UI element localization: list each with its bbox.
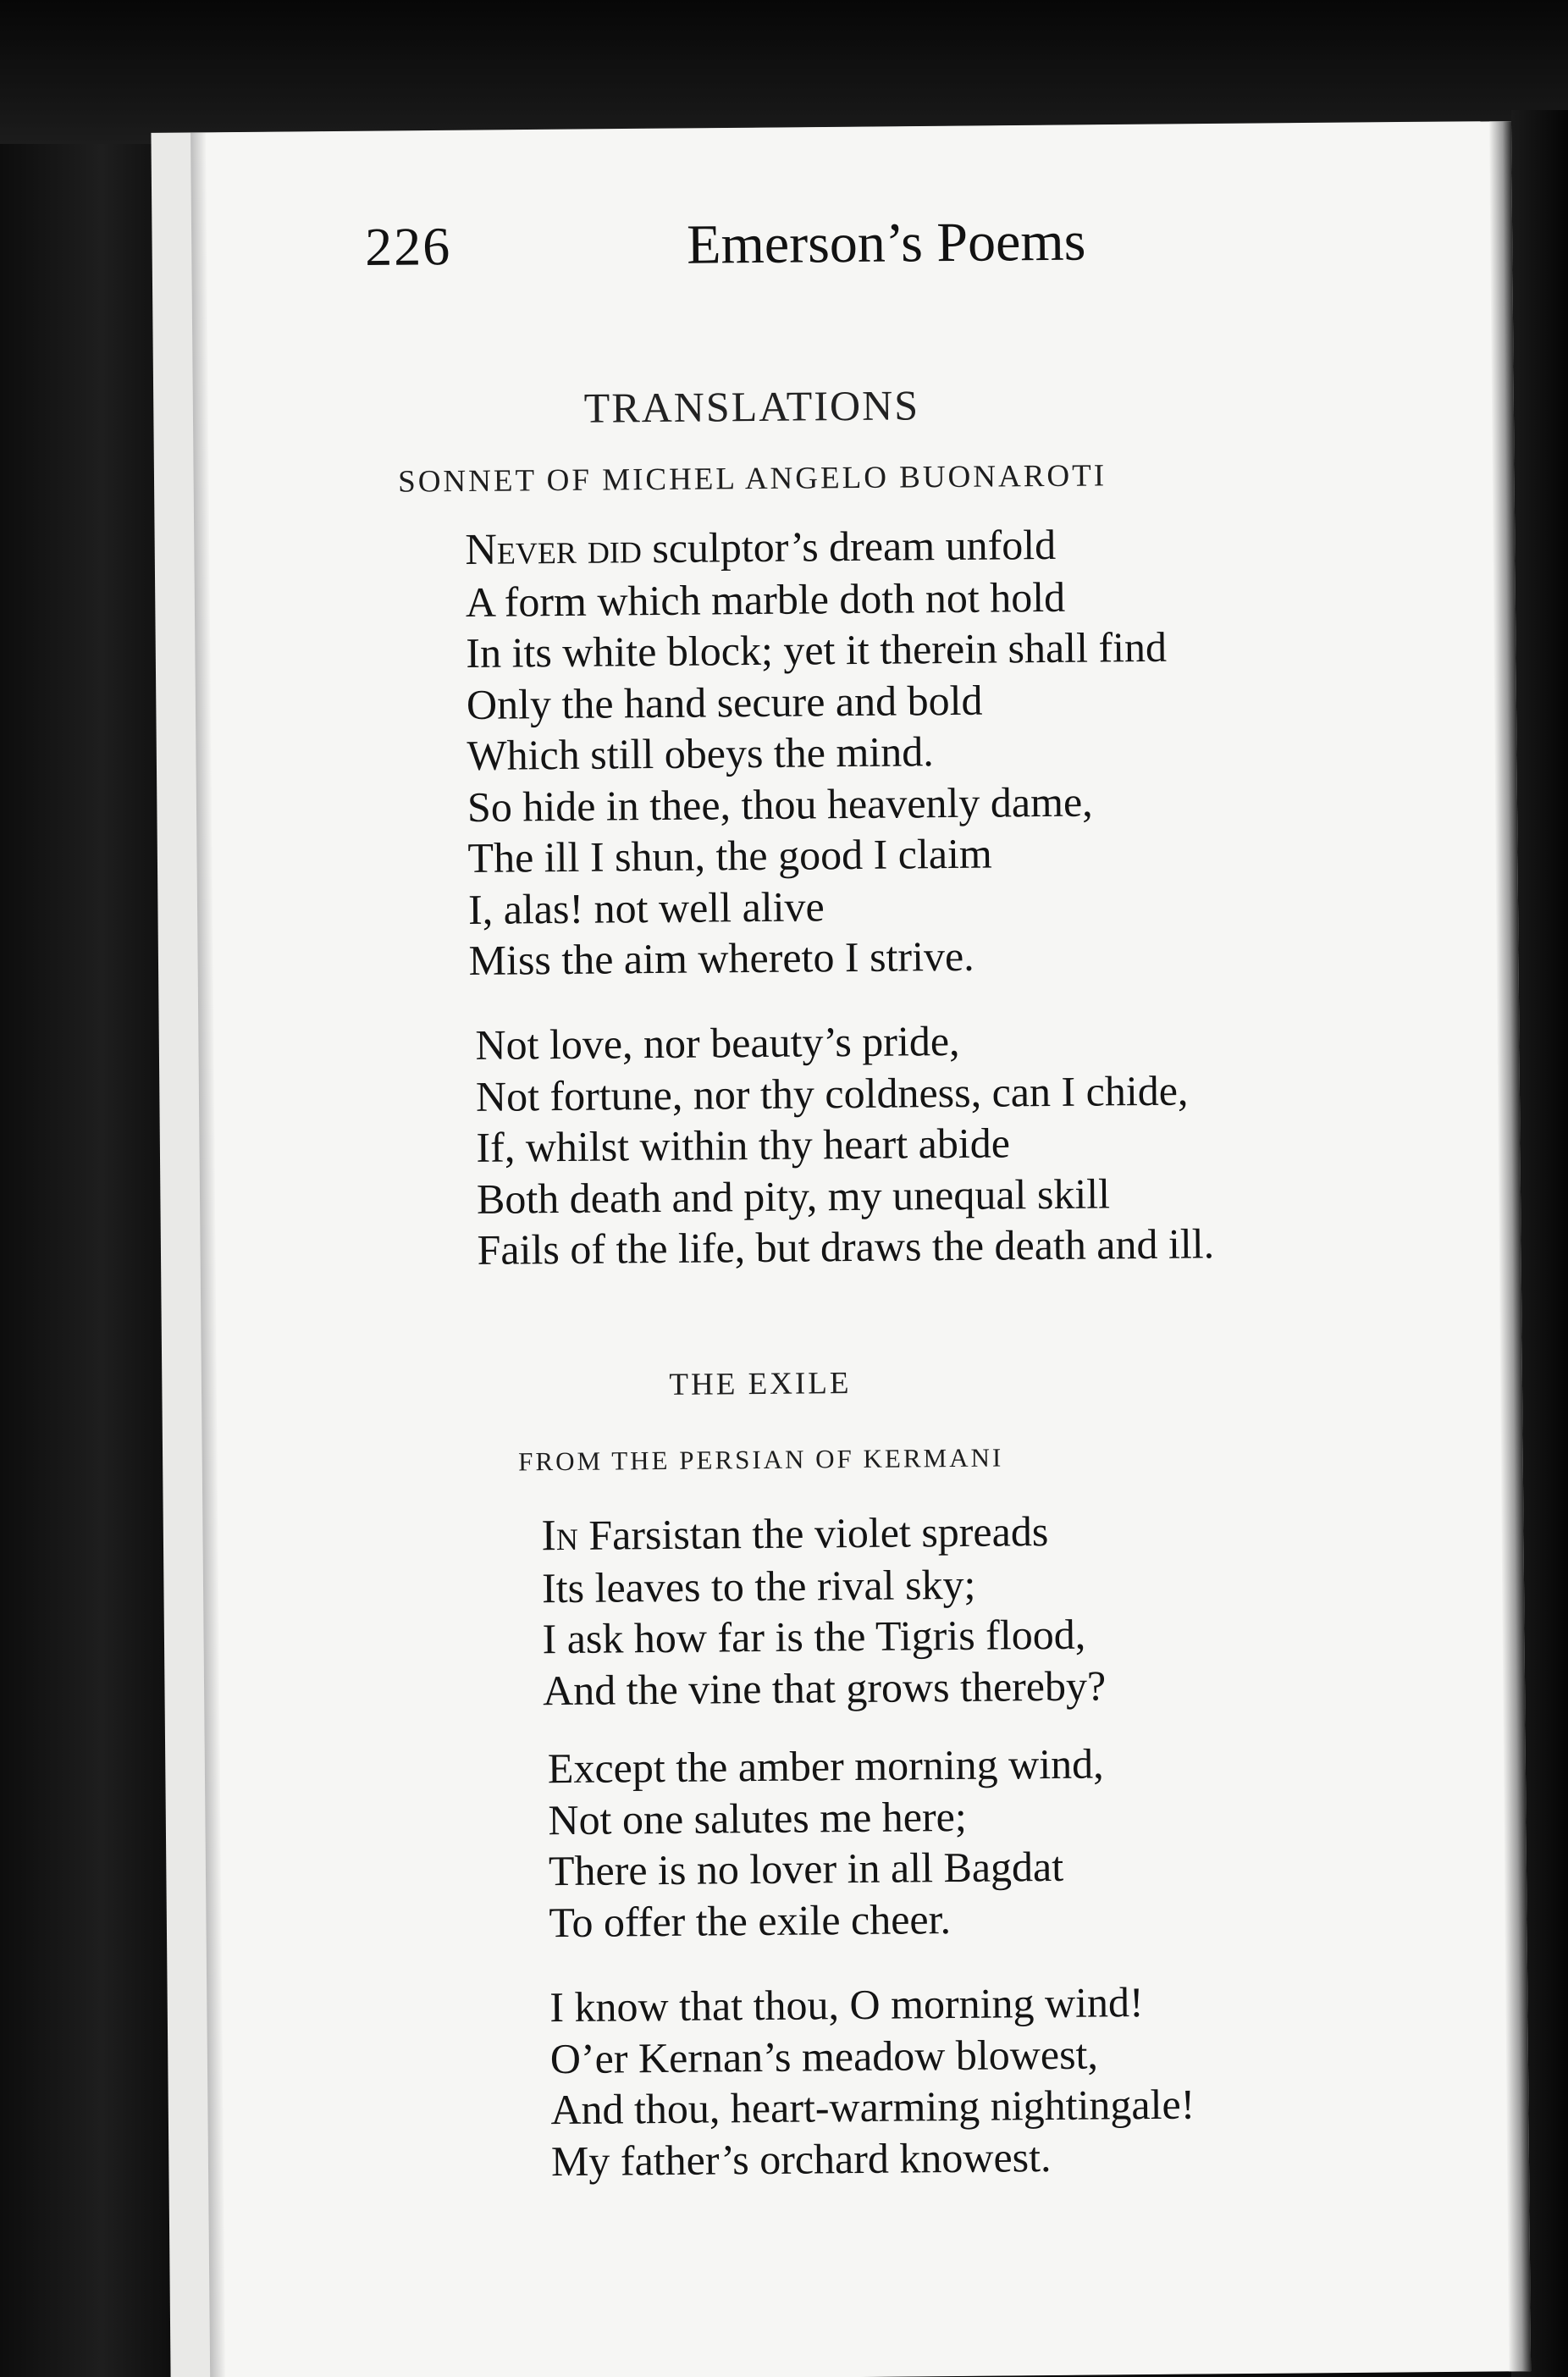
poem-line: I, alas! not well alive bbox=[467, 882, 825, 933]
exile-stanza-3 bbox=[549, 1976, 1195, 2187]
poem-line: There is no lover in all Bagdat bbox=[548, 1842, 1064, 1895]
section-title: TRANSLATIONS bbox=[583, 381, 920, 432]
running-title: Emerson’s Poems bbox=[686, 210, 1086, 276]
sonnet-stanza-1 bbox=[465, 518, 1169, 987]
poem-line: In Farsistan the violet spreads bbox=[541, 1507, 1049, 1561]
sonnet-stanza-2 bbox=[475, 1013, 1214, 1275]
page-header bbox=[365, 207, 1339, 309]
poem-line: Which still obeys the mind. bbox=[467, 727, 935, 779]
poem-line: Not one salutes me here; bbox=[548, 1792, 967, 1844]
poem-line: And thou, heart-warming nightingale! bbox=[550, 2080, 1195, 2134]
poem-line: Not love, nor beauty’s pride, bbox=[475, 1016, 960, 1069]
poem-line: The ill I shun, the good I claim bbox=[467, 829, 993, 882]
page-number: 226 bbox=[364, 216, 452, 278]
exile-subtitle: FROM THE PERSIAN OF KERMANI bbox=[518, 1442, 1004, 1477]
drop-word: Never did bbox=[465, 524, 643, 574]
poem-line: Only the hand secure and bold bbox=[466, 676, 983, 728]
poem-line: My father’s orchard knowest. bbox=[550, 2132, 1052, 2185]
poem-line: Not fortune, nor thy coldness, can I chide, bbox=[475, 1066, 1189, 1120]
sonnet-title: SONNET OF MICHEL ANGELO BUONAROTI bbox=[397, 458, 1107, 500]
poem-line: In its white block; yet it therein shall find bbox=[466, 622, 1168, 677]
poem-line: Its leaves to the rival sky; bbox=[541, 1560, 976, 1611]
drop-word: In bbox=[541, 1511, 579, 1561]
poem-line: If, whilst within thy heart abide bbox=[476, 1119, 1011, 1171]
poem-line: Miss the aim whereto I strive. bbox=[468, 931, 974, 984]
poem-line: I know that thou, O morning wind! bbox=[549, 1978, 1144, 2032]
poem-line: Except the amber morning wind, bbox=[547, 1739, 1104, 1793]
exile-title: THE EXILE bbox=[669, 1366, 852, 1402]
poem-line: Fails of the life, but draws the death and ill. bbox=[477, 1219, 1215, 1274]
poem-line: Both death and pity, my unequal skill bbox=[476, 1169, 1111, 1223]
book-page bbox=[190, 121, 1531, 2377]
poem-line: And the vine that grows thereby? bbox=[542, 1661, 1107, 1714]
exile-stanza-1 bbox=[541, 1505, 1106, 1716]
poem-line: To offer the exile cheer. bbox=[549, 1894, 952, 1946]
poem-line: Never did sculptor’s dream unfold bbox=[465, 520, 1057, 574]
poem-line: I ask how far is the Tigris flood, bbox=[542, 1610, 1086, 1663]
poem-line: So hide in thee, thou heavenly dame, bbox=[467, 777, 1093, 831]
exile-stanza-2 bbox=[548, 1738, 1106, 1948]
poem-line: O’er Kernan’s meadow blowest, bbox=[549, 2030, 1099, 2082]
poem-line: A form which marble doth not hold bbox=[465, 572, 1066, 626]
